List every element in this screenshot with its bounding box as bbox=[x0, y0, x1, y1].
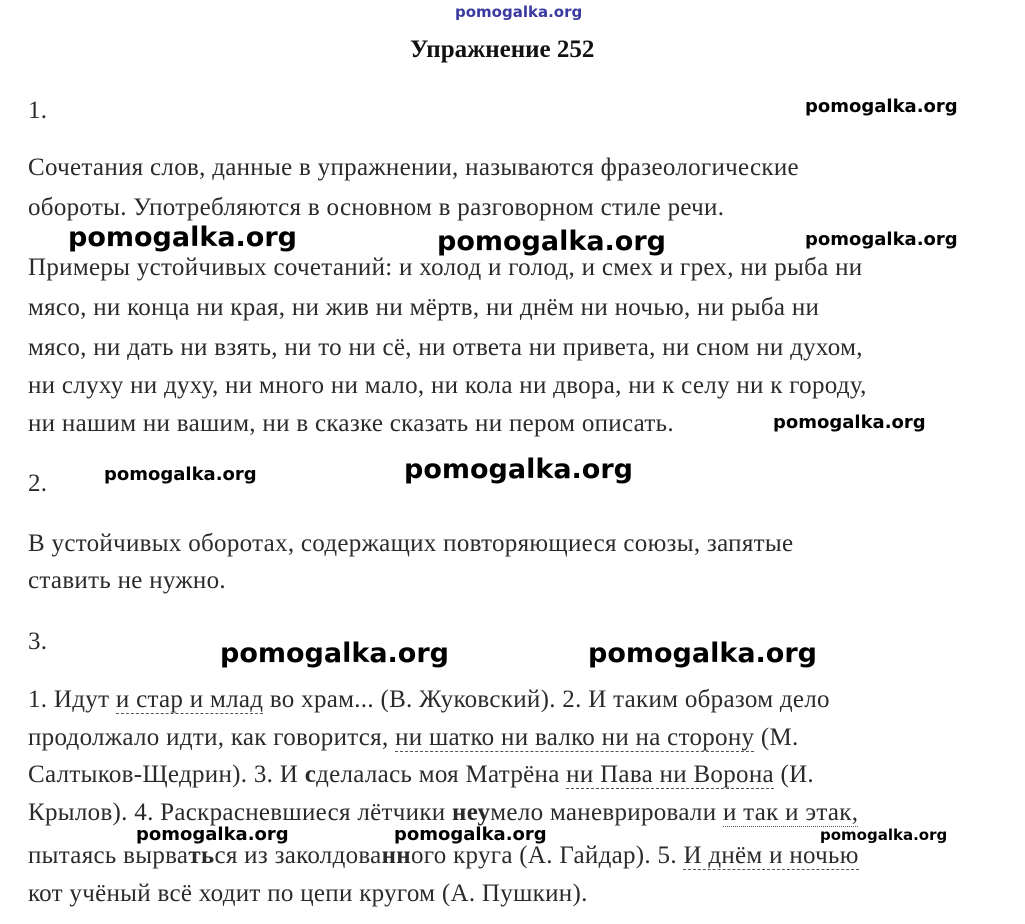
phrase-underlined: ни шатко ни валко ни на сторону bbox=[395, 724, 755, 751]
paragraph-line: мясо, ни дать ни взять, ни то ни сё, ни ответа ни привета, ни сном ни духом, bbox=[28, 334, 863, 361]
bold-letters: неу bbox=[452, 799, 491, 826]
answer-line bbox=[28, 682, 830, 717]
answer-line bbox=[28, 838, 859, 873]
watermark: pomogalka.org bbox=[805, 96, 958, 117]
paragraph-line: ставить не нужно. bbox=[28, 567, 226, 594]
watermark: pomogalka.org bbox=[820, 826, 948, 844]
answer-line bbox=[28, 795, 858, 830]
watermark: pomogalka.org bbox=[805, 229, 958, 250]
watermark: pomogalka.org bbox=[588, 638, 817, 669]
text: делалась моя Матрёна bbox=[316, 761, 567, 788]
answer-line bbox=[28, 757, 814, 792]
phrase-underlined: ни Пава ни Ворона bbox=[566, 761, 774, 788]
watermark: pomogalka.org bbox=[437, 226, 666, 257]
bold-letters: ть bbox=[188, 842, 215, 869]
watermark: pomogalka.org bbox=[773, 412, 926, 433]
watermark-top: pomogalka.org bbox=[455, 3, 583, 21]
bold-letter: с bbox=[304, 761, 317, 788]
watermark: pomogalka.org bbox=[68, 222, 297, 253]
text: во храм... (В. Жуковский). 2. И таким образом дело bbox=[263, 686, 830, 713]
watermark: pomogalka.org bbox=[404, 454, 633, 485]
paragraph-line: Примеры устойчивых сочетаний: и холод и голод, и смех и грех, ни рыба ни bbox=[28, 254, 863, 281]
watermark: pomogalka.org bbox=[136, 824, 289, 845]
answer-line: кот учёный всё ходит по цепи кругом (А. Пушкин). bbox=[28, 880, 588, 907]
text: (И. bbox=[773, 761, 814, 788]
text: Крылов). 4. Раскрасневшиеся лётчики bbox=[28, 799, 453, 826]
phrase-underlined: и так и этак, bbox=[722, 799, 859, 826]
paragraph-line: В устойчивых оборотах, содержащих повторяющиеся союзы, запятые bbox=[28, 530, 794, 557]
paragraph-line: обороты. Употребляются в основном в разговорном стиле речи. bbox=[28, 194, 725, 221]
watermark: pomogalka.org bbox=[394, 824, 547, 845]
section-number: 1. bbox=[28, 97, 48, 124]
phrase-underlined: И днём и ночью bbox=[683, 842, 859, 869]
text: продолжало идти, как говорится, bbox=[28, 724, 396, 751]
text: (М. bbox=[754, 724, 799, 751]
paragraph-line: мясо, ни конца ни края, ни жив ни мёртв, ни днём ни ночью, ни рыба ни bbox=[28, 294, 820, 321]
text: ого круга (А. Гайдар). 5. bbox=[411, 842, 684, 869]
watermark: pomogalka.org bbox=[220, 638, 449, 669]
text: ся из заколдова bbox=[214, 842, 382, 869]
text: 1. Идут bbox=[28, 686, 116, 713]
section-number: 3. bbox=[28, 628, 48, 655]
text: мело маневрировали bbox=[490, 799, 723, 826]
answer-line bbox=[28, 720, 799, 755]
watermark: pomogalka.org bbox=[104, 464, 257, 485]
paragraph-line: ни нашим ни вашим, ни в сказке сказать ни пером описать. bbox=[28, 410, 674, 437]
paragraph-line: Сочетания слов, данные в упражнении, называются фразеологические bbox=[28, 154, 799, 181]
text: пытаясь вырва bbox=[28, 842, 189, 869]
section-number: 2. bbox=[28, 470, 48, 497]
bold-letters: нн bbox=[381, 842, 411, 869]
phrase-underlined: и стар и млад bbox=[115, 686, 264, 713]
paragraph-line: ни слуху ни духу, ни много ни мало, ни кола ни двора, ни к селу ни к городу, bbox=[28, 372, 867, 399]
page-title: Упражнение 252 bbox=[410, 36, 595, 63]
text: Салтыков-Щедрин). 3. И bbox=[28, 761, 305, 788]
